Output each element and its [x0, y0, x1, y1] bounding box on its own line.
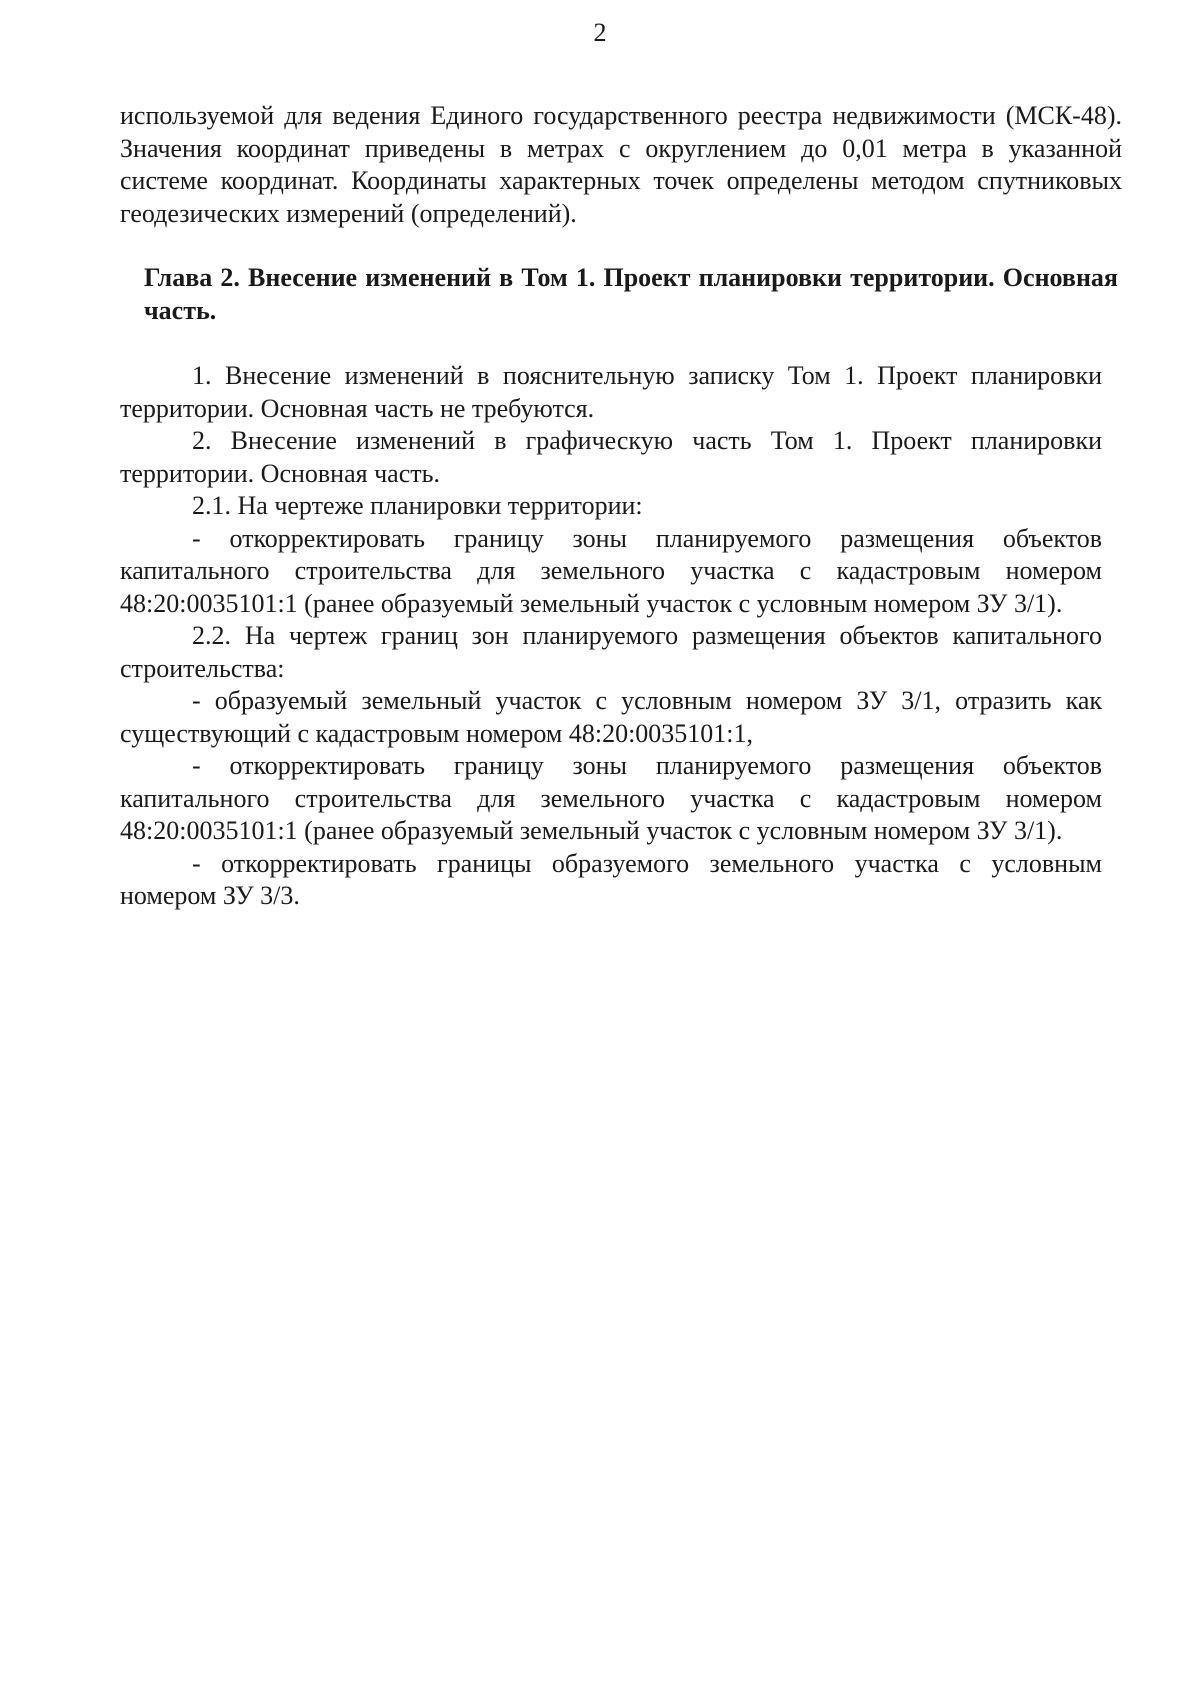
amendment-item-2-1-bullet: - откорректировать границу зоны планируемого размещения объектов капитального строительства для земельного участка с кадастровым номером 48:20:0035101:1 (ранее образуемый земельный участок с условным номером ЗУ 3/1). — [120, 523, 1102, 618]
amendment-item-2-1: 2.1. На чертеже планировки территории: — [192, 491, 643, 520]
document-body — [120, 100, 1122, 913]
intro-paragraph: используемой для ведения Единого государственного реестра недвижимости (МСК-48). Значения координат приведены в метрах с округлением до 0,01 метра в указанной системе координат. Координаты характерных точек определены методом спутниковых геодезических измерений (определений). — [120, 101, 1122, 228]
amendment-item-1: 1. Внесение изменений в пояснительную записку Том 1. Проект планировки территории. Основная часть не требуются. — [120, 361, 1102, 423]
amendment-item-2-2-bullet-1: - образуемый земельный участок с условным номером ЗУ 3/1, отразить как существующий с кадастровым номером 48:20:0035101:1, — [120, 686, 1102, 748]
amendment-list — [120, 360, 1122, 913]
amendment-item-2-2-bullet-2: - откорректировать границу зоны планируемого размещения объектов капитального строительства для земельного участка с кадастровым номером 48:20:0035101:1 (ранее образуемый земельный участок с условным номером ЗУ 3/1). — [120, 751, 1102, 845]
chapter-heading: Глава 2. Внесение изменений в Том 1. Проект планировки территории. Основная часть. — [144, 263, 1118, 325]
amendment-item-2-2-bullet-3: - откорректировать границы образуемого земельного участка с условным номером ЗУ 3/3. — [120, 848, 1102, 910]
amendment-item-2-2: 2.2. На чертеж границ зон планируемого размещения объектов капитального строительства: — [120, 621, 1102, 683]
page-number: 2 — [593, 18, 607, 47]
amendment-item-2: 2. Внесение изменений в графическую часть Том 1. Проект планировки территории. Основная часть. — [120, 426, 1102, 488]
